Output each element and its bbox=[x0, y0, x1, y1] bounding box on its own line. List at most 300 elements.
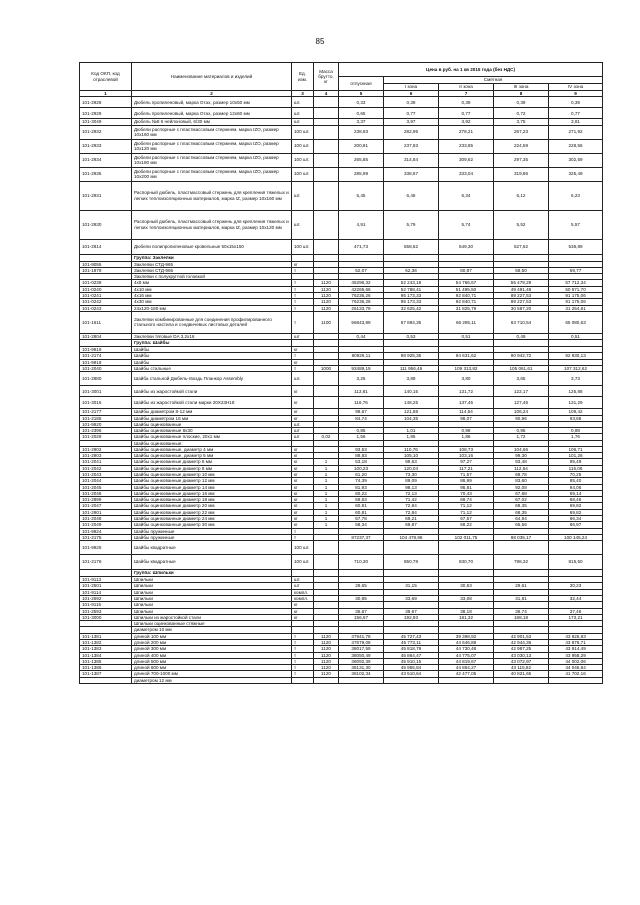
row-code: 101-2933 bbox=[80, 139, 132, 153]
table-row bbox=[80, 555, 603, 570]
row-unit: т bbox=[292, 305, 314, 311]
row-name: длиной 700-1000 мм bbox=[132, 671, 292, 677]
table-row bbox=[80, 181, 603, 210]
row-release-price: 87237,37 bbox=[339, 534, 384, 540]
row-unit: шт. bbox=[292, 108, 314, 119]
row-zone-1: 3,97 bbox=[384, 119, 439, 125]
row-release-price: 60,22 bbox=[339, 490, 384, 496]
table-row bbox=[80, 311, 603, 333]
row-zone-1: 3,89 bbox=[384, 372, 439, 386]
row-code: 101-2592 bbox=[80, 595, 132, 601]
row-zone-3: 99,30 bbox=[494, 453, 549, 459]
row-name: Шпильки bbox=[132, 577, 292, 583]
row-unit: т bbox=[292, 286, 314, 292]
row-release-price: 38102,34 bbox=[339, 671, 384, 677]
row-code: 101-1382 bbox=[80, 639, 132, 645]
row-unit: кг bbox=[292, 503, 314, 509]
row-code: 101-1386 bbox=[80, 665, 132, 671]
row-code: 101-1387 bbox=[80, 671, 132, 677]
row-unit: шт. bbox=[292, 181, 314, 210]
row-release-price: 74,39 bbox=[339, 478, 384, 484]
row-release-price: 84,74 bbox=[339, 415, 384, 421]
row-unit: кг bbox=[292, 516, 314, 522]
header-index: 2 bbox=[132, 91, 292, 97]
row-zone-2: 54 766,67 bbox=[439, 280, 494, 286]
row-zone-1: 105,10 bbox=[384, 453, 439, 459]
row-mass: 1 bbox=[314, 478, 339, 484]
row-zone-1: 110,76 bbox=[384, 446, 439, 452]
row-mass bbox=[314, 239, 339, 254]
row-name: Шайбы оцинкованные диаметр 6 мм bbox=[132, 459, 292, 465]
row-code: 101-9114 bbox=[80, 589, 132, 595]
row-zone-1: 38,67 bbox=[384, 608, 439, 614]
row-release-price: 60,81 bbox=[339, 509, 384, 515]
row-release-price: 4,91 bbox=[339, 210, 384, 239]
row-code bbox=[80, 254, 132, 261]
row-zone-4: 41 702,16 bbox=[549, 671, 603, 677]
row-code: 101-2049 bbox=[80, 522, 132, 528]
row-unit: шт. bbox=[292, 97, 314, 108]
row-zone-3: 319,86 bbox=[494, 167, 549, 181]
row-zone-4: 536,89 bbox=[549, 239, 603, 254]
row-code: 101-9920 bbox=[80, 421, 132, 427]
row-mass bbox=[314, 677, 339, 683]
row-release-price: 238,93 bbox=[339, 125, 384, 139]
row-code: 101-2046 bbox=[80, 490, 132, 496]
row-release-price: 98,67 bbox=[339, 409, 384, 415]
row-zone-1: 111 956,46 bbox=[384, 365, 439, 371]
row-zone-2: 102 011,75 bbox=[439, 534, 494, 540]
page-number: 85 bbox=[315, 37, 325, 46]
row-release-price: 200,81 bbox=[339, 139, 384, 153]
row-code: 101-1381 bbox=[80, 633, 132, 639]
row-mass: 1 bbox=[314, 503, 339, 509]
row-zone-1: 31,15 bbox=[384, 583, 439, 589]
row-zone-2: 97,27 bbox=[439, 459, 494, 465]
header-index: 1 bbox=[80, 91, 132, 97]
row-unit: т bbox=[292, 353, 314, 359]
row-zone-2: 60,87 bbox=[439, 267, 494, 273]
row-unit: кг bbox=[292, 465, 314, 471]
row-zone-3: 127,46 bbox=[494, 397, 549, 409]
row-mass: 1120 bbox=[314, 646, 339, 652]
row-unit: т bbox=[292, 646, 314, 652]
row-release-price: 3,25 bbox=[339, 372, 384, 386]
row-name: Шпильки bbox=[132, 602, 292, 608]
row-unit: кг bbox=[292, 522, 314, 528]
row-release-price: 60,81 bbox=[339, 503, 384, 509]
row-zone-3: 0,95 bbox=[494, 428, 549, 434]
row-unit: т bbox=[292, 280, 314, 286]
header-zone-4: IV зона bbox=[549, 84, 603, 91]
row-name: Группа: Шайбы bbox=[132, 340, 292, 347]
row-release-price: 156,67 bbox=[339, 614, 384, 620]
row-zone-1 bbox=[384, 340, 439, 347]
row-mass bbox=[314, 570, 339, 577]
row-zone-3: 527,62 bbox=[494, 239, 549, 254]
row-zone-1: 72,84 bbox=[384, 509, 439, 515]
table-row bbox=[80, 210, 603, 239]
row-zone-4: 37,46 bbox=[549, 608, 603, 614]
row-mass: 1120 bbox=[314, 639, 339, 645]
row-zone-4: 115,06 bbox=[549, 465, 603, 471]
row-zone-1: 148,25 bbox=[384, 397, 439, 409]
row-zone-1: 104,35 bbox=[384, 415, 439, 421]
price-table bbox=[79, 62, 603, 684]
row-mass: 1 bbox=[314, 490, 339, 496]
row-zone-4 bbox=[549, 254, 603, 261]
row-zone-1: 45 727,43 bbox=[384, 633, 439, 639]
row-unit bbox=[292, 340, 314, 347]
row-zone-2: 67,57 bbox=[439, 516, 494, 522]
row-zone-1: 89,09 bbox=[384, 478, 439, 484]
row-name: Дюбель №8 6 нейлоновый, 6/30 мм bbox=[132, 119, 292, 125]
row-unit bbox=[292, 570, 314, 577]
row-release-price: 5,45 bbox=[339, 181, 384, 210]
row-release-price bbox=[339, 570, 384, 577]
row-release-price: 1,56 bbox=[339, 434, 384, 440]
table-row bbox=[80, 397, 603, 409]
row-unit: т bbox=[292, 665, 314, 671]
row-zone-2: 98,07 bbox=[439, 415, 494, 421]
row-zone-4: 43 958,29 bbox=[549, 652, 603, 658]
row-zone-4: 43 826,83 bbox=[549, 633, 603, 639]
row-zone-4: 125,88 bbox=[549, 386, 603, 397]
row-zone-1: 45 955,84 bbox=[384, 665, 439, 671]
row-zone-3: 68,35 bbox=[494, 509, 549, 515]
row-zone-2: 1,86 bbox=[439, 434, 494, 440]
row-code: 101-1383 bbox=[80, 646, 132, 652]
row-code: 101-2501 bbox=[80, 583, 132, 589]
row-unit: шт bbox=[292, 333, 314, 339]
row-zone-1: 71,42 bbox=[384, 497, 439, 503]
group-heading-row bbox=[80, 570, 603, 577]
row-code: 101-2899 bbox=[80, 497, 132, 503]
row-name: Шайбы квадратные bbox=[132, 555, 292, 570]
row-name: Шайбы оцинкованные диаметр 20 мм bbox=[132, 503, 292, 509]
row-release-price: 81,93 bbox=[339, 484, 384, 490]
row-zone-1: 45 864,47 bbox=[384, 652, 439, 658]
row-zone-2: 38,18 bbox=[439, 608, 494, 614]
row-mass bbox=[314, 125, 339, 139]
row-zone-4 bbox=[549, 340, 603, 347]
row-name: Дюбели распорные с пластмассовым стержнем, марка IZO, размер 10х180 мм bbox=[132, 153, 292, 167]
row-unit: 100 шт. bbox=[292, 125, 314, 139]
row-zone-2: 92 840,71 bbox=[439, 299, 494, 305]
row-mass: 1120 bbox=[314, 633, 339, 639]
row-release-price: 0,44 bbox=[339, 333, 384, 339]
row-zone-2: 66 295,11 bbox=[439, 311, 494, 333]
row-zone-3: 93,48 bbox=[494, 459, 549, 465]
row-zone-3: 30 587,20 bbox=[494, 305, 549, 311]
row-zone-2: 39 398,92 bbox=[439, 633, 494, 639]
row-name: Шайбы диаметром 16 мм bbox=[132, 415, 292, 421]
row-zone-3: 122,17 bbox=[494, 386, 549, 397]
row-name: Заклепки комбинированные для соединения профилированного стального настила и сэндвичевых листовых деталей bbox=[132, 311, 292, 333]
row-zone-3: 42 901,53 bbox=[494, 633, 549, 639]
row-zone-4 bbox=[549, 570, 603, 577]
row-unit: кг bbox=[292, 386, 314, 397]
row-zone-3: 67,68 bbox=[494, 490, 549, 496]
row-zone-3: 68,78 bbox=[494, 472, 549, 478]
row-name: Шайбы оцинкованные 8х30 bbox=[132, 428, 292, 434]
row-zone-2: 0,51 bbox=[439, 333, 494, 339]
row-unit: кг bbox=[292, 608, 314, 614]
header-zone-3: III зона bbox=[494, 84, 549, 91]
row-mass bbox=[314, 372, 339, 386]
row-name: Дюбели распорные с пластмассовым стержнем, марка IZO, размер 10х200 мм bbox=[132, 167, 292, 181]
row-zone-2: 103,16 bbox=[439, 453, 494, 459]
row-unit: т bbox=[292, 292, 314, 298]
row-code: 101-2185 bbox=[80, 415, 132, 421]
row-zone-4: 302,59 bbox=[549, 153, 603, 167]
row-unit: кг bbox=[292, 409, 314, 415]
row-zone-1: 69,21 bbox=[384, 516, 439, 522]
row-release-price: 37941,78 bbox=[339, 633, 384, 639]
row-name: Группа: Шпильки bbox=[132, 570, 292, 577]
row-mass bbox=[314, 210, 339, 239]
row-unit: 100 шт. bbox=[292, 153, 314, 167]
row-code: 101-2041 bbox=[80, 459, 132, 465]
row-name: длиной 600 мм bbox=[132, 665, 292, 671]
row-name: длиной 300 мм bbox=[132, 646, 292, 652]
row-zone-1: 98,13 bbox=[384, 484, 439, 490]
row-unit: т bbox=[292, 267, 314, 273]
row-zone-2: 549,30 bbox=[439, 239, 494, 254]
row-zone-1: 98 925,35 bbox=[384, 353, 439, 359]
row-release-price: 471,73 bbox=[339, 239, 384, 254]
table-row bbox=[80, 372, 603, 386]
row-name: Шайбы оцинкованные диаметр 30 мм bbox=[132, 522, 292, 528]
row-zone-3: 40 821,65 bbox=[494, 671, 549, 677]
row-zone-3: 43 072,97 bbox=[494, 658, 549, 664]
row-code: 101-0241 bbox=[80, 292, 132, 298]
row-zone-4: 30,23 bbox=[549, 583, 603, 589]
row-zone-1: 72,84 bbox=[384, 503, 439, 509]
row-code: 101-2176 bbox=[80, 555, 132, 570]
row-zone-3: 42 944,36 bbox=[494, 639, 549, 645]
row-zone-2: 44 775,07 bbox=[439, 652, 494, 658]
header-release: отпускная bbox=[339, 77, 384, 91]
group-heading-row bbox=[80, 340, 603, 347]
row-unit: т bbox=[292, 633, 314, 639]
row-zone-4: 31 254,81 bbox=[549, 305, 603, 311]
row-name: Распорный дюбель, пластмассовый стержень для крепления тяжелых и легких теплоизоляционных материалов, марка IZ, размер 10х160 мм bbox=[132, 181, 292, 210]
row-release-price: 80926,11 bbox=[339, 353, 384, 359]
row-mass: 1120 bbox=[314, 286, 339, 292]
row-code bbox=[80, 677, 132, 683]
row-name: длиной 200 мм bbox=[132, 639, 292, 645]
row-release-price: 93,53 bbox=[339, 446, 384, 452]
row-name: 4х8 мм bbox=[132, 280, 292, 286]
row-code: 101-2901 bbox=[80, 509, 132, 515]
row-zone-1: 6,45 bbox=[384, 181, 439, 210]
row-zone-2: 68,22 bbox=[439, 522, 494, 528]
row-zone-4: 3,81 bbox=[549, 119, 603, 125]
row-release-price: 88,83 bbox=[339, 453, 384, 459]
row-zone-4: 0,51 bbox=[549, 333, 603, 339]
row-mass bbox=[314, 397, 339, 409]
row-code: 101-2029 bbox=[80, 434, 132, 440]
row-zone-3: 36,74 bbox=[494, 608, 549, 614]
row-unit: т bbox=[292, 311, 314, 333]
row-name: Шпильки оцинкованные стяжные bbox=[132, 621, 292, 627]
row-name: Шпильки bbox=[132, 608, 292, 614]
row-name: Шайбы оцинкованные диаметр 22 мм bbox=[132, 509, 292, 515]
row-release-price: 0,33 bbox=[339, 97, 384, 108]
row-unit: т bbox=[292, 652, 314, 658]
row-zone-2: 117,21 bbox=[439, 465, 494, 471]
row-zone-4: 173,21 bbox=[549, 614, 603, 620]
row-name: Заклепки с полукруглой головкой bbox=[132, 274, 292, 280]
row-zone-4: 70,25 bbox=[549, 472, 603, 478]
row-unit: т bbox=[292, 639, 314, 645]
row-zone-2: 51 495,50 bbox=[439, 286, 494, 292]
row-code: 101-9055 bbox=[80, 261, 132, 267]
row-code: 101-2040 bbox=[80, 365, 132, 371]
row-zone-3: 106,24 bbox=[494, 409, 549, 415]
row-zone-2: 3,80 bbox=[439, 372, 494, 386]
row-code: 101-2903 bbox=[80, 453, 132, 459]
row-zone-4: 43 914,49 bbox=[549, 646, 603, 652]
row-code: 101-1611 bbox=[80, 311, 132, 333]
header-zone-1: I зона bbox=[384, 84, 439, 91]
row-zone-1: 140,15 bbox=[384, 386, 439, 397]
row-zone-3: 3,65 bbox=[494, 372, 549, 386]
row-release-price: 710,30 bbox=[339, 555, 384, 570]
row-zone-2: 42 477,05 bbox=[439, 671, 494, 677]
row-zone-3: 168,18 bbox=[494, 614, 549, 620]
row-zone-4: 815,50 bbox=[549, 555, 603, 570]
row-zone-4: 32,44 bbox=[549, 595, 603, 601]
row-code bbox=[80, 340, 132, 347]
row-release-price: 37679,08 bbox=[339, 639, 384, 645]
row-zone-1: 237,83 bbox=[384, 139, 439, 153]
row-zone-2: 69,74 bbox=[439, 497, 494, 503]
row-unit bbox=[292, 254, 314, 261]
row-mass: 1 bbox=[314, 465, 339, 471]
header-mass: Масса брутто, кг bbox=[314, 63, 339, 91]
row-code: 101-2175 bbox=[80, 534, 132, 540]
header-unit: Ед. изм. bbox=[292, 63, 314, 91]
row-code: 101-9924 bbox=[80, 528, 132, 534]
table-row bbox=[80, 108, 603, 119]
row-zone-1: 104 478,98 bbox=[384, 534, 439, 540]
row-zone-1: 45 910,15 bbox=[384, 658, 439, 664]
row-zone-2: 114,54 bbox=[439, 409, 494, 415]
row-zone-3 bbox=[494, 340, 549, 347]
row-zone-2: 71,57 bbox=[439, 472, 494, 478]
row-code: 101-9918 bbox=[80, 359, 132, 365]
header-smeta: Сметная bbox=[384, 77, 603, 84]
row-zone-4: 66,34 bbox=[549, 516, 603, 522]
row-release-price: 3,37 bbox=[339, 119, 384, 125]
row-name: Шайбы оцинкованные диаметр 18 мм bbox=[132, 497, 292, 503]
row-code: 101-2045 bbox=[80, 484, 132, 490]
row-zone-1: 0,39 bbox=[384, 97, 439, 108]
row-zone-3: 224,59 bbox=[494, 139, 549, 153]
row-zone-2: 6,34 bbox=[439, 181, 494, 210]
row-unit: кг bbox=[292, 453, 314, 459]
header-code: Код ОКП, код отраслевой bbox=[80, 63, 132, 91]
row-zone-1: 95 173,33 bbox=[384, 299, 439, 305]
row-mass: 1120 bbox=[314, 652, 339, 658]
row-unit: шт. bbox=[292, 119, 314, 125]
row-zone-4: 69,82 bbox=[549, 509, 603, 515]
row-name: Шайбы оцинкованные, диаметр 4 мм bbox=[132, 446, 292, 452]
row-mass bbox=[314, 541, 339, 555]
row-unit: шт. bbox=[292, 372, 314, 386]
row-code: 101-2593 bbox=[80, 608, 132, 614]
row-zone-4: 50 571,70 bbox=[549, 286, 603, 292]
table-row bbox=[80, 677, 603, 683]
row-zone-1: 121,68 bbox=[384, 409, 439, 415]
row-unit: кг bbox=[292, 509, 314, 515]
row-zone-3: 5,52 bbox=[494, 210, 549, 239]
row-mass bbox=[314, 181, 339, 210]
row-zone-3: 42 987,25 bbox=[494, 646, 549, 652]
row-mass bbox=[314, 340, 339, 347]
row-name: Шайбы оцинкованные диаметр 14 мм bbox=[132, 484, 292, 490]
row-zone-4: 131,29 bbox=[549, 397, 603, 409]
row-code: 101-1385 bbox=[80, 658, 132, 664]
row-zone-4: 0,39 bbox=[549, 97, 603, 108]
row-mass bbox=[314, 167, 339, 181]
row-name: 4х10 мм bbox=[132, 286, 292, 292]
row-name: Заклепки СТД-966 bbox=[132, 267, 292, 273]
row-name: Шпильки bbox=[132, 595, 292, 601]
row-unit: шт. bbox=[292, 421, 314, 427]
row-unit: 100 шт. bbox=[292, 541, 314, 555]
row-zone-1: 45 773,11 bbox=[384, 639, 439, 645]
row-code: 101-3049 bbox=[80, 119, 132, 125]
row-zone-4: 101,26 bbox=[549, 453, 603, 459]
row-release-price: 35,67 bbox=[339, 608, 384, 614]
row-zone-4: 107 312,62 bbox=[549, 365, 603, 371]
row-zone-3: 65,56 bbox=[494, 522, 549, 528]
row-zone-1 bbox=[384, 677, 439, 683]
row-zone-4: 69,14 bbox=[549, 490, 603, 496]
header-index: 7 bbox=[439, 91, 494, 97]
row-zone-2: 0,39 bbox=[439, 97, 494, 108]
row-zone-4: 228,56 bbox=[549, 139, 603, 153]
row-unit bbox=[292, 677, 314, 683]
row-unit: т bbox=[292, 299, 314, 305]
row-unit: т bbox=[292, 671, 314, 677]
row-zone-3: 104,66 bbox=[494, 446, 549, 452]
row-mass: 1 bbox=[314, 472, 339, 478]
row-mass bbox=[314, 386, 339, 397]
row-zone-2 bbox=[439, 570, 494, 577]
row-zone-3: 68,35 bbox=[494, 503, 549, 509]
row-zone-2: 108,73 bbox=[439, 446, 494, 452]
row-unit: кг bbox=[292, 459, 314, 465]
row-zone-3: 29,61 bbox=[494, 583, 549, 589]
row-zone-3: 0,72 bbox=[494, 108, 549, 119]
row-zone-4: 100 145,24 bbox=[549, 534, 603, 540]
row-mass bbox=[314, 555, 339, 570]
row-zone-4: 85,40 bbox=[549, 478, 603, 484]
row-code: 101-3000 bbox=[80, 614, 132, 620]
row-name: Шпильки bbox=[132, 589, 292, 595]
row-name: Шайбы квадратные bbox=[132, 541, 292, 555]
row-mass: 1 bbox=[314, 497, 339, 503]
row-zone-1: 72,13 bbox=[384, 490, 439, 496]
row-name: Шайбы оцинкованные диаметр 8 мм bbox=[132, 465, 292, 471]
row-name: Дюбель пропиленовый, марка Отах, размер 10х50 мм bbox=[132, 97, 292, 108]
row-unit: т bbox=[292, 365, 314, 371]
header-index: 6 bbox=[384, 91, 439, 97]
